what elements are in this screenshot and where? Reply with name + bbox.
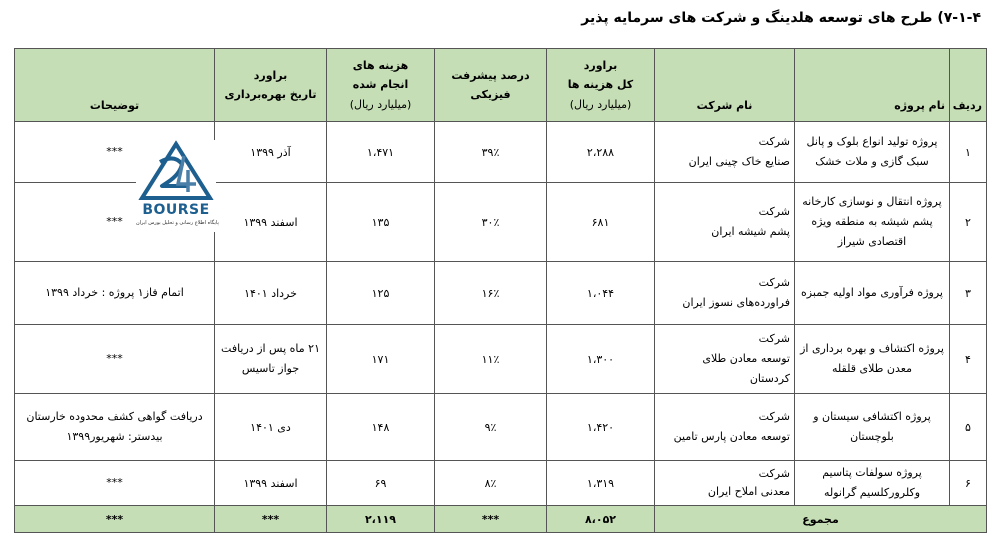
header-project: نام پروژه bbox=[795, 49, 950, 122]
cell-radif: ۲ bbox=[950, 183, 987, 262]
logo-text: BOURSE bbox=[142, 202, 210, 218]
header-radif: ردیف bbox=[950, 49, 987, 122]
header-company: نام شرکت bbox=[655, 49, 795, 122]
cell-notes: اتمام فاز۱ پروژه : خرداد ۱۳۹۹ bbox=[15, 262, 215, 325]
bourse-logo-icon bbox=[136, 140, 216, 202]
total-label: مجموع bbox=[655, 506, 987, 533]
table-row bbox=[15, 461, 987, 506]
header-spent: هزینه های انجام شده (میلیارد ریال) bbox=[327, 49, 435, 122]
header-progress: درصد پیشرفت فیزیکی bbox=[435, 49, 547, 122]
cell-progress: ۸٪ bbox=[435, 461, 547, 506]
total-row bbox=[15, 506, 987, 533]
total-spent: ۲،۱۱۹ bbox=[327, 506, 435, 533]
cell-progress: ۳۰٪ bbox=[435, 183, 547, 262]
cell-company: شرکت معدنی املاح ایران bbox=[655, 461, 795, 506]
cell-date: ۲۱ ماه پس از دریافت جواز تاسیس bbox=[215, 325, 327, 394]
cell-radif: ۳ bbox=[950, 262, 987, 325]
cell-date: آذر ۱۳۹۹ bbox=[215, 122, 327, 183]
cell-project: پروژه سولفات پتاسیم وکلرورکلسیم گرانوله bbox=[795, 461, 950, 506]
table-row bbox=[15, 262, 987, 325]
table-row bbox=[15, 394, 987, 461]
cell-date: اسفند ۱۳۹۹ bbox=[215, 461, 327, 506]
projects-table bbox=[14, 48, 987, 533]
cell-radif: ۱ bbox=[950, 122, 987, 183]
cell-date: اسفند ۱۳۹۹ bbox=[215, 183, 327, 262]
cell-project: پروژه انتقال و نوسازی کارخانه پشم شیشه به منطقه ویژه اقتصادی شیراز bbox=[795, 183, 950, 262]
cell-project: پروژه تولید انواع بلوک و پانل سبک گازی و ملات خشک bbox=[795, 122, 950, 183]
cell-project: پروژه اکتشافی سیستان و بلوچستان bbox=[795, 394, 950, 461]
cell-spent: ۱۲۵ bbox=[327, 262, 435, 325]
cell-cost: ۱،۳۰۰ bbox=[547, 325, 655, 394]
cell-project: پروژه فرآوری مواد اولیه جمبزه bbox=[795, 262, 950, 325]
bourse-logo bbox=[136, 140, 219, 232]
cell-notes: *** bbox=[15, 122, 215, 183]
cell-notes: دریافت گواهی کشف محدوده خارستان بیدستر: شهریور۱۳۹۹ bbox=[15, 394, 215, 461]
total-progress: *** bbox=[435, 506, 547, 533]
cell-spent: ۱۴۸ bbox=[327, 394, 435, 461]
cell-notes: *** bbox=[15, 183, 215, 262]
logo-subtext: پایگاه اطلاع رسانی و تحلیل بورس ایران bbox=[136, 220, 219, 226]
cell-company: شرکت صنایع خاک چینی ایران bbox=[655, 122, 795, 183]
cell-spent: ۶۹ bbox=[327, 461, 435, 506]
cell-cost: ۲،۲۸۸ bbox=[547, 122, 655, 183]
total-cost: ۸،۰۵۲ bbox=[547, 506, 655, 533]
cell-spent: ۱،۴۷۱ bbox=[327, 122, 435, 183]
cell-cost: ۱،۳۱۹ bbox=[547, 461, 655, 506]
cell-spent: ۱۳۵ bbox=[327, 183, 435, 262]
header-notes: توضیحات bbox=[15, 49, 215, 122]
cell-spent: ۱۷۱ bbox=[327, 325, 435, 394]
header-cost: براورد کل هزینه ها (میلیارد ریال) bbox=[547, 49, 655, 122]
cell-company: شرکت فراورده‌های نسوز ایران bbox=[655, 262, 795, 325]
header-date: براورد تاریخ بهره‌برداری bbox=[215, 49, 327, 122]
cell-radif: ۵ bbox=[950, 394, 987, 461]
table-row bbox=[15, 325, 987, 394]
cell-company: شرکت توسعه معادن پارس تامین bbox=[655, 394, 795, 461]
cell-cost: ۱،۰۴۴ bbox=[547, 262, 655, 325]
cell-progress: ۳۹٪ bbox=[435, 122, 547, 183]
total-date: *** bbox=[215, 506, 327, 533]
header-row bbox=[15, 49, 987, 122]
cell-company: شرکت پشم شیشه ایران bbox=[655, 183, 795, 262]
cell-notes: *** bbox=[15, 461, 215, 506]
total-notes: *** bbox=[15, 506, 215, 533]
cell-radif: ۴ bbox=[950, 325, 987, 394]
cell-progress: ۹٪ bbox=[435, 394, 547, 461]
cell-cost: ۶۸۱ bbox=[547, 183, 655, 262]
cell-radif: ۶ bbox=[950, 461, 987, 506]
cell-progress: ۱۱٪ bbox=[435, 325, 547, 394]
cell-progress: ۱۶٪ bbox=[435, 262, 547, 325]
cell-date: خرداد ۱۴۰۱ bbox=[215, 262, 327, 325]
cell-date: دی ۱۴۰۱ bbox=[215, 394, 327, 461]
document-title: ۷-۱-۴) طرح های توسعه هلدینگ و شرکت های سرمایه پذیر bbox=[581, 10, 981, 26]
cell-company: شرکت توسعه معادن طلای کردستان bbox=[655, 325, 795, 394]
cell-project: پروژه اکتشاف و بهره برداری از معدن طلای قلقله bbox=[795, 325, 950, 394]
cell-notes: *** bbox=[15, 325, 215, 394]
cell-cost: ۱،۴۲۰ bbox=[547, 394, 655, 461]
